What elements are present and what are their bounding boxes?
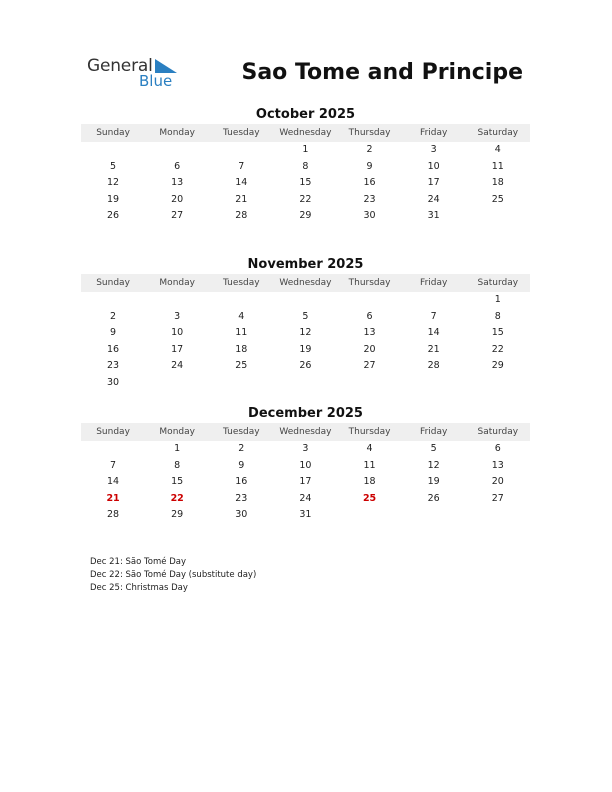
week-row [81,325,530,342]
week-row [81,142,530,159]
week-row [81,491,530,508]
day-cell: 1 [302,144,309,155]
weekday-label: Sunday [96,128,130,138]
weekday-label: Friday [420,128,448,138]
day-cell: 11 [235,327,248,339]
day-cell: 9 [238,459,245,471]
day-cell: 26 [299,360,312,372]
day-cell: 21 [235,193,248,205]
logo-text-general: General [87,56,153,76]
weekday-label: Tuesday [223,278,260,288]
day-cell: 29 [491,360,504,372]
day-cell: 18 [491,177,504,189]
weekday-label: Wednesday [279,278,332,288]
holiday-note: Dec 22: São Tomé Day (substitute day) [90,570,257,580]
day-cell: 23 [363,193,376,205]
empty-day-cell [81,142,145,159]
day-cell: 30 [235,509,248,521]
day-cell: 2 [366,144,373,155]
day-cell: 31 [427,210,440,222]
day-cell: 19 [107,193,120,205]
weekday-label: Sunday [96,278,130,288]
day-cell: 15 [171,476,184,488]
day-cell: 28 [235,210,248,222]
day-cell: 6 [494,443,501,454]
day-cell: 2 [238,443,245,454]
day-cell: 28 [107,509,120,521]
day-cell: 8 [174,459,181,471]
weekday-label: Tuesday [223,427,260,437]
empty-day-cell [273,292,337,309]
weekday-header-row [81,124,530,142]
day-cell: 13 [491,459,504,471]
day-cell: 26 [107,210,120,222]
country-title: Sao Tome and Principe [241,60,523,85]
empty-day-cell [145,375,209,392]
weekday-label: Thursday [348,278,391,288]
empty-day-cell [338,292,402,309]
empty-day-cell [466,208,530,225]
weekday-header-row [81,274,530,292]
empty-day-cell [466,375,530,392]
day-cell: 9 [366,160,373,172]
week-row [81,342,530,359]
week-row [81,507,530,524]
day-cell: 8 [302,160,309,172]
week-row [81,208,530,225]
day-cell: 16 [363,177,376,189]
generalblue-logo [87,56,187,96]
weekday-label: Saturday [477,278,519,288]
month-calendar-december [81,405,530,524]
weekday-label: Monday [159,278,195,288]
week-row [81,159,530,176]
day-cell: 6 [366,310,373,322]
day-cell: 22 [491,343,504,355]
empty-day-cell [273,375,337,392]
day-cell: 29 [171,509,184,521]
day-cell: 19 [299,343,312,355]
day-cell: 7 [430,310,437,322]
day-cell: 8 [494,310,501,322]
day-cell: 27 [363,360,376,372]
day-cell: 26 [427,492,440,504]
holiday-note: Dec 21: São Tomé Day [90,557,186,567]
day-cell: 27 [171,210,184,222]
day-cell: 19 [427,476,440,488]
empty-day-cell [402,507,466,524]
day-cell: 1 [494,294,501,305]
week-row [81,175,530,192]
day-cell: 5 [430,443,437,454]
week-row [81,474,530,491]
day-cell: 14 [235,177,248,189]
day-cell: 27 [491,492,504,504]
day-cell: 14 [427,327,440,339]
empty-day-cell [145,292,209,309]
day-cell: 3 [302,443,309,454]
day-cell: 29 [299,210,312,222]
day-cell: 15 [491,327,504,339]
day-cell: 12 [299,327,312,339]
day-cell: 21 [427,343,440,355]
day-cell: 10 [171,327,184,339]
month-calendar-october [81,106,530,225]
weekday-label: Friday [420,278,448,288]
day-cell: 30 [363,210,376,222]
day-cell: 11 [363,459,376,471]
week-row [81,458,530,475]
day-cell: 2 [110,310,117,322]
weekday-label: Saturday [477,427,519,437]
day-cell: 3 [430,144,437,155]
weekday-label: Sunday [96,427,130,437]
holiday-day-cell: 22 [170,492,184,504]
day-cell: 25 [491,193,504,205]
day-cell: 10 [427,160,440,172]
weekday-label: Monday [159,128,195,138]
empty-day-cell [402,375,466,392]
day-cell: 18 [235,343,248,355]
holiday-note: Dec 25: Christmas Day [90,583,188,593]
day-cell: 16 [235,476,248,488]
day-cell: 9 [110,327,117,339]
day-cell: 11 [491,160,504,172]
day-cell: 17 [171,343,184,355]
empty-day-cell [338,507,402,524]
week-row [81,192,530,209]
day-cell: 12 [107,177,120,189]
empty-day-cell [209,142,273,159]
day-cell: 22 [299,193,312,205]
holiday-notes [90,556,256,595]
day-cell: 17 [299,476,312,488]
day-cell: 4 [238,310,245,322]
day-cell: 24 [171,360,184,372]
day-cell: 28 [427,360,440,372]
day-cell: 7 [238,160,245,172]
day-cell: 20 [363,343,376,355]
week-row [81,292,530,309]
empty-day-cell [145,142,209,159]
day-cell: 7 [110,459,117,471]
day-cell: 5 [302,310,309,322]
day-cell: 30 [107,376,120,388]
weekday-label: Wednesday [279,128,332,138]
month-title: November 2025 [247,257,364,272]
day-cell: 3 [174,310,181,322]
weekday-header-row [81,423,530,441]
day-cell: 1 [174,443,181,454]
day-cell: 4 [494,144,501,155]
weekday-label: Thursday [348,128,391,138]
weekday-label: Thursday [348,427,391,437]
weekday-label: Tuesday [223,128,260,138]
page-header [0,0,612,100]
week-row [81,375,530,392]
day-cell: 23 [235,492,248,504]
day-cell: 25 [235,360,248,372]
day-cell: 10 [299,459,312,471]
empty-day-cell [81,292,145,309]
logo-triangle-icon [155,59,177,73]
day-cell: 17 [427,177,440,189]
weekday-label: Saturday [477,128,519,138]
month-title: October 2025 [255,107,356,122]
logo-text-blue: Blue [139,72,173,90]
holiday-day-cell: 21 [106,492,120,504]
week-row [81,358,530,375]
day-cell: 14 [107,476,120,488]
week-row [81,441,530,458]
empty-day-cell [402,292,466,309]
day-cell: 4 [366,443,373,454]
month-title: December 2025 [248,406,363,421]
day-cell: 5 [110,160,117,172]
weekday-label: Friday [420,427,448,437]
empty-day-cell [209,292,273,309]
day-cell: 20 [491,476,504,488]
day-cell: 18 [363,476,376,488]
month-calendar-november [81,256,530,392]
day-cell: 12 [427,459,440,471]
day-cell: 24 [427,193,440,205]
empty-day-cell [466,507,530,524]
day-cell: 24 [299,492,312,504]
weekday-label: Monday [159,427,195,437]
holiday-day-cell: 25 [362,492,377,504]
day-cell: 13 [363,327,376,339]
day-cell: 20 [171,193,184,205]
week-row [81,309,530,326]
day-cell: 15 [299,177,312,189]
empty-day-cell [81,441,145,458]
day-cell: 23 [107,360,120,372]
day-cell: 13 [171,177,184,189]
day-cell: 16 [107,343,120,355]
day-cell: 31 [299,509,312,521]
weekday-label: Wednesday [279,427,332,437]
empty-day-cell [209,375,273,392]
empty-day-cell [338,375,402,392]
day-cell: 6 [174,160,181,172]
